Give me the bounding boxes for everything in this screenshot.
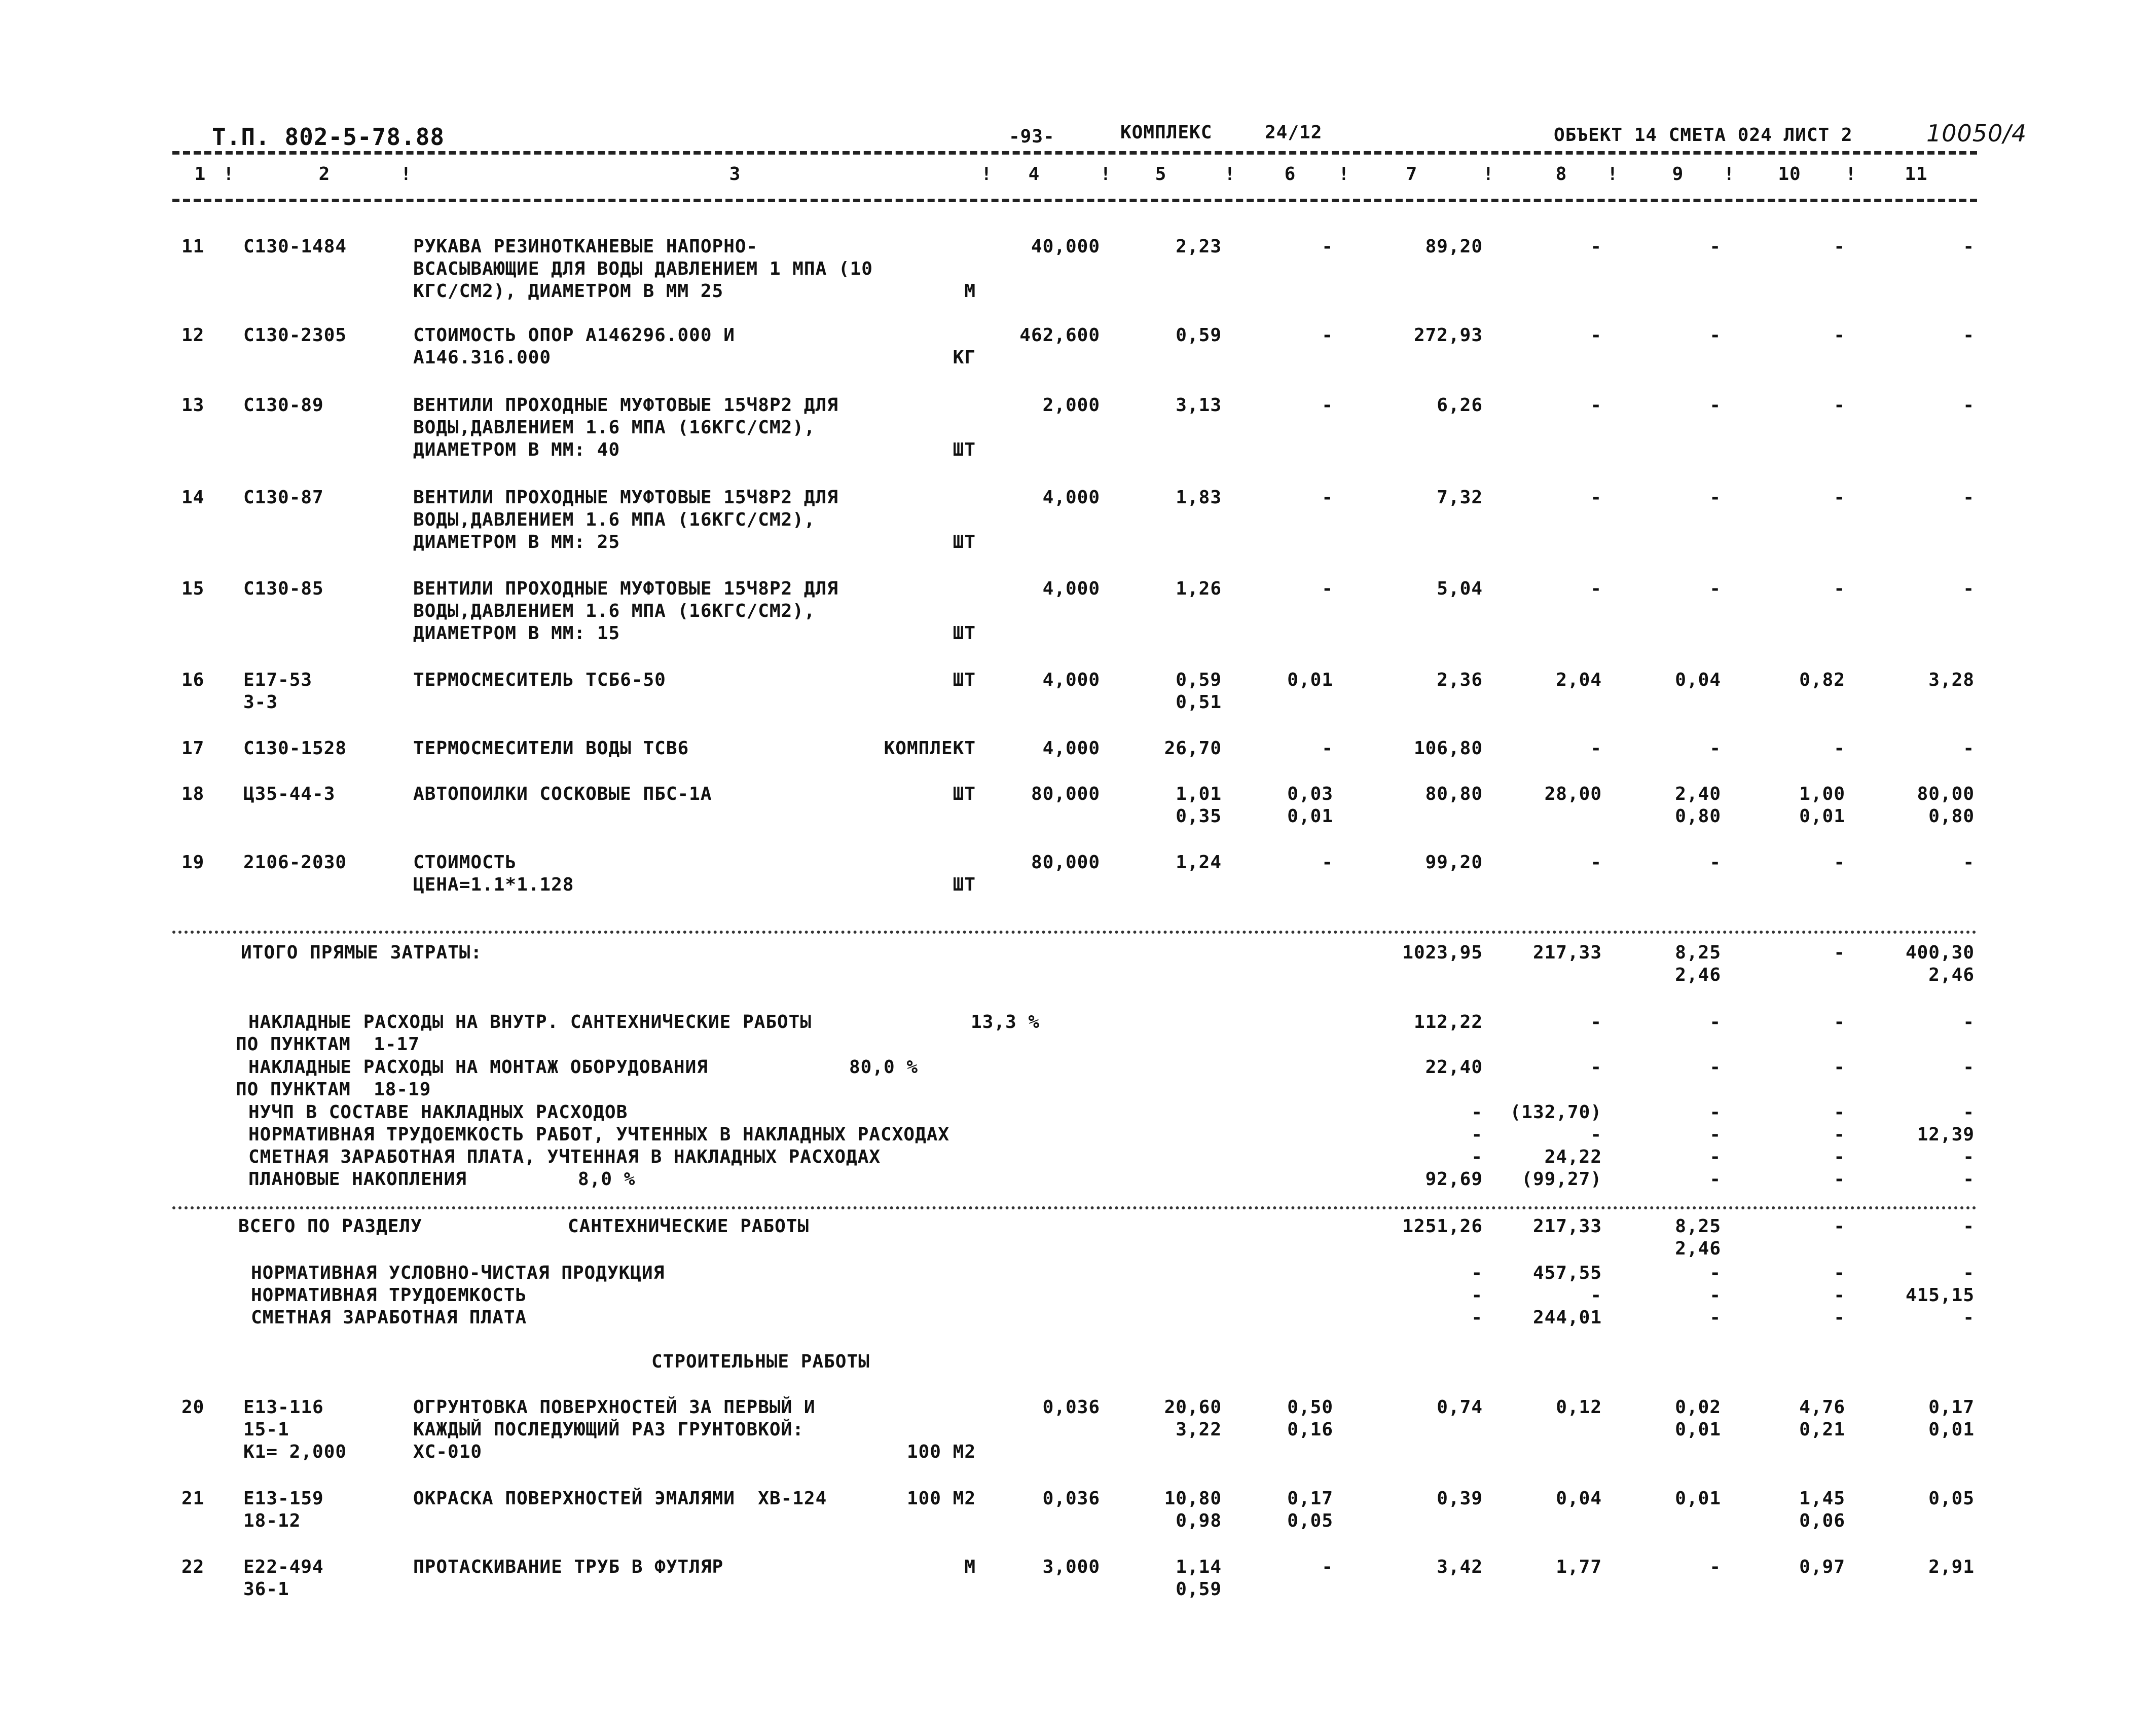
row-c5: 1,24 — [1176, 852, 1222, 873]
row-description: ДИАМЕТРОМ В ММ: 40 — [413, 439, 620, 460]
row-c5: 3,13 — [1176, 395, 1222, 416]
row-description: СТОИМОСТЬ ОПОР А146296.000 И — [413, 325, 735, 346]
row-quantity: 80,000 — [1031, 784, 1100, 804]
row-c6: - — [1322, 236, 1333, 257]
column-header-1: 1 — [194, 164, 206, 184]
stamp-number: 10050/4 — [1926, 120, 2027, 147]
nuch-label: НУЧП В СОСТАВЕ НАКЛАДНЫХ РАСХОДОВ — [248, 1102, 628, 1123]
row-c11: 0,17 — [1928, 1397, 1975, 1418]
row-c5: 20,60 — [1164, 1397, 1222, 1418]
row-c7: 99,20 — [1425, 852, 1483, 873]
overhead-plumbing-items: ПО ПУНКТАМ 1-17 — [236, 1034, 420, 1055]
row-c6: - — [1322, 852, 1333, 873]
total-c9: 8,25 — [1675, 942, 1721, 963]
row-c10: 0,21 — [1799, 1419, 1845, 1440]
row-c6: - — [1322, 738, 1333, 759]
direct-costs-label: ИТОГО ПРЯМЫЕ ЗАТРАТЫ: — [241, 942, 483, 963]
total-c8: - — [1590, 1057, 1602, 1078]
total-c7: 112,22 — [1413, 1012, 1483, 1032]
row-description: ВЕНТИЛИ ПРОХОДНЫЕ МУФТОВЫЕ 15Ч8Р2 ДЛЯ — [413, 578, 838, 599]
row-c10: - — [1834, 325, 1845, 346]
total-c10: - — [1834, 1285, 1845, 1306]
total-c9: - — [1709, 1147, 1721, 1167]
total-c8: 244,01 — [1532, 1307, 1602, 1328]
total-c7: 1023,95 — [1402, 942, 1483, 963]
row-c8: - — [1590, 852, 1602, 873]
row-code: 18-12 — [243, 1510, 301, 1531]
row-code: С130-1528 — [243, 738, 347, 759]
row-code: 3-3 — [243, 692, 278, 713]
row-c5: 0,59 — [1176, 325, 1222, 346]
row-c8: 2,04 — [1556, 670, 1602, 690]
overhead-equipment-items: ПО ПУНКТАМ 18-19 — [236, 1079, 431, 1100]
row-c9: - — [1709, 738, 1721, 759]
row-code: Е22-494 — [243, 1557, 324, 1577]
row-quantity: 2,000 — [1042, 395, 1100, 416]
row-description: ВЕНТИЛИ ПРОХОДНЫЕ МУФТОВЫЕ 15Ч8Р2 ДЛЯ — [413, 395, 838, 416]
row-c9: 0,04 — [1675, 670, 1721, 690]
total-c9: 8,25 — [1675, 1216, 1721, 1237]
row-unit: КОМПЛЕКТ — [884, 738, 976, 759]
row-c8: - — [1590, 738, 1602, 759]
header-rule-bottom — [172, 199, 1977, 202]
row-c8: 0,12 — [1556, 1397, 1602, 1418]
total-c10: - — [1834, 1216, 1845, 1237]
header-rule-top — [172, 151, 1977, 155]
row-number: 19 — [181, 852, 205, 873]
row-code: Е13-116 — [243, 1397, 324, 1418]
row-number: 13 — [181, 395, 205, 416]
column-header-11: 11 — [1905, 164, 1928, 184]
row-c8: 28,00 — [1544, 784, 1602, 804]
row-c7: 2,36 — [1437, 670, 1483, 690]
overhead-plumbing-percent: 13,3 % — [971, 1012, 1040, 1032]
row-unit: 100 М2 — [906, 1488, 976, 1509]
row-c7: 6,26 — [1437, 395, 1483, 416]
row-quantity: 462,600 — [1019, 325, 1100, 346]
total-c7: - — [1471, 1124, 1483, 1145]
total-c7: 92,69 — [1425, 1169, 1483, 1190]
complex-value: 24/12 — [1265, 122, 1323, 143]
total-c8: - — [1590, 1285, 1602, 1306]
total-c11: - — [1963, 1216, 1975, 1237]
complex-label: КОМПЛЕКС — [1120, 122, 1213, 143]
row-code: Ц35-44-3 — [243, 784, 336, 804]
row-c8: - — [1590, 487, 1602, 508]
net-production-label: НОРМАТИВНАЯ УСЛОВНО-ЧИСТАЯ ПРОДУКЦИЯ — [251, 1263, 665, 1283]
row-quantity: 4,000 — [1042, 487, 1100, 508]
row-c5: 1,83 — [1176, 487, 1222, 508]
total-c8: - — [1590, 1012, 1602, 1032]
total-c10: - — [1834, 1057, 1845, 1078]
row-code: С130-89 — [243, 395, 324, 416]
row-unit: ШТ — [953, 670, 976, 690]
row-c5: 10,80 — [1164, 1488, 1222, 1509]
row-description: ВОДЫ,ДАВЛЕНИЕМ 1.6 МПА (16КГС/СМ2), — [413, 601, 816, 621]
row-c5: 0,51 — [1176, 692, 1222, 713]
row-quantity: 4,000 — [1042, 738, 1100, 759]
row-c10: - — [1834, 395, 1845, 416]
row-c6: 0,17 — [1287, 1488, 1333, 1509]
row-c6: - — [1322, 1557, 1333, 1577]
total-c11: - — [1963, 1147, 1975, 1167]
row-c10: 0,06 — [1799, 1510, 1845, 1531]
row-c6: 0,03 — [1287, 784, 1333, 804]
total-c10: - — [1834, 1263, 1845, 1283]
column-header-8: 8 — [1555, 164, 1567, 184]
row-c11: - — [1963, 325, 1975, 346]
row-c8: - — [1590, 578, 1602, 599]
row-description: КАЖДЫЙ ПОСЛЕДУЮЩИЙ РАЗ ГРУНТОВКОЙ: — [413, 1419, 804, 1440]
row-code: Е17-53 — [243, 670, 313, 690]
row-c10: 1,45 — [1799, 1488, 1845, 1509]
row-c8: - — [1590, 325, 1602, 346]
row-description: КГС/СМ2), ДИАМЕТРОМ В ММ 25 — [413, 281, 724, 302]
column-separator: ! — [1607, 164, 1619, 184]
row-code: 2106-2030 — [243, 852, 347, 873]
row-c5: 0,59 — [1176, 1579, 1222, 1600]
row-c7: 3,42 — [1437, 1557, 1483, 1577]
row-c9: - — [1709, 325, 1721, 346]
row-description: ХС-010 — [413, 1442, 483, 1462]
row-c6: - — [1322, 578, 1333, 599]
row-code: С130-2305 — [243, 325, 347, 346]
total-c11: 415,15 — [1905, 1285, 1975, 1306]
row-c9: 0,01 — [1675, 1488, 1721, 1509]
row-c10: - — [1834, 852, 1845, 873]
row-c7: 5,04 — [1437, 578, 1483, 599]
column-separator: ! — [1100, 164, 1112, 184]
row-quantity: 0,036 — [1042, 1488, 1100, 1509]
column-separator: ! — [1845, 164, 1857, 184]
wage-in-overhead-label: СМЕТНАЯ ЗАРАБОТНАЯ ПЛАТА, УЧТЕННАЯ В НАКЛАДНЫХ РАСХОДАХ — [248, 1147, 881, 1167]
total-c10: - — [1834, 1147, 1845, 1167]
row-c7: 7,32 — [1437, 487, 1483, 508]
row-c6: - — [1322, 325, 1333, 346]
overhead-equipment-label: НАКЛАДНЫЕ РАСХОДЫ НА МОНТАЖ ОБОРУДОВАНИЯ — [248, 1057, 708, 1078]
row-c9: - — [1709, 395, 1721, 416]
row-description: СТОИМОСТЬ — [413, 852, 517, 873]
total-c9: - — [1709, 1285, 1721, 1306]
total-c11: 400,30 — [1905, 942, 1975, 963]
row-c11: 2,91 — [1928, 1557, 1975, 1577]
normative-labor-label: НОРМАТИВНАЯ ТРУДОЕМКОСТЬ — [251, 1285, 527, 1306]
row-c6: 0,05 — [1287, 1510, 1333, 1531]
row-c5: 0,59 — [1176, 670, 1222, 690]
column-header-4: 4 — [1028, 164, 1040, 184]
row-c9: - — [1709, 852, 1721, 873]
row-quantity: 80,000 — [1031, 852, 1100, 873]
column-separator: ! — [1224, 164, 1236, 184]
total-c11: - — [1963, 1307, 1975, 1328]
row-number: 11 — [181, 236, 205, 257]
row-c6: 0,01 — [1287, 806, 1333, 827]
row-number: 17 — [181, 738, 205, 759]
total-c9: 2,46 — [1675, 1238, 1721, 1259]
total-c8: 217,33 — [1532, 942, 1602, 963]
row-c11: - — [1963, 236, 1975, 257]
row-c10: 0,82 — [1799, 670, 1845, 690]
row-description: ВОДЫ,ДАВЛЕНИЕМ 1.6 МПА (16КГС/СМ2), — [413, 417, 816, 438]
section-total-name: САНТЕХНИЧЕСКИЕ РАБОТЫ — [568, 1216, 810, 1237]
total-c8: - — [1590, 1124, 1602, 1145]
total-c9: - — [1709, 1169, 1721, 1190]
section-rule — [172, 1206, 1977, 1209]
labor-in-overhead-label: НОРМАТИВНАЯ ТРУДОЕМКОСТЬ РАБОТ, УЧТЕННЫХ В НАКЛАДНЫХ РАСХОДАХ — [248, 1124, 950, 1145]
total-c11: - — [1963, 1012, 1975, 1032]
total-c10: - — [1834, 1102, 1845, 1123]
total-c11: - — [1963, 1102, 1975, 1123]
row-number: 15 — [181, 578, 205, 599]
row-unit: ШТ — [953, 532, 976, 552]
row-number: 12 — [181, 325, 205, 346]
page-number: -93- — [1009, 126, 1055, 147]
row-c5: 1,26 — [1176, 578, 1222, 599]
totals-rule — [172, 931, 1977, 934]
row-c8: 0,04 — [1556, 1488, 1602, 1509]
total-c7: 22,40 — [1425, 1057, 1483, 1078]
row-number: 22 — [181, 1557, 205, 1577]
row-description: АВТОПОИЛКИ СОСКОВЫЕ ПБС-1А — [413, 784, 712, 804]
row-c7: 89,20 — [1425, 236, 1483, 257]
object-info: ОБЪЕКТ 14 СМЕТА 024 ЛИСТ 2 — [1554, 125, 1853, 145]
row-c8: 1,77 — [1556, 1557, 1602, 1577]
row-number: 18 — [181, 784, 205, 804]
row-code: К1= 2,000 — [243, 1442, 347, 1462]
row-c11: - — [1963, 738, 1975, 759]
row-c10: - — [1834, 236, 1845, 257]
row-description: А146.316.000 — [413, 347, 552, 368]
row-c9: 0,01 — [1675, 1419, 1721, 1440]
row-c9: 0,80 — [1675, 806, 1721, 827]
column-separator: ! — [223, 164, 235, 184]
row-quantity: 0,036 — [1042, 1397, 1100, 1418]
total-c7: - — [1471, 1263, 1483, 1283]
row-c6: 0,50 — [1287, 1397, 1333, 1418]
column-header-2: 2 — [318, 164, 331, 184]
row-c5: 1,01 — [1176, 784, 1222, 804]
row-c7: 272,93 — [1413, 325, 1483, 346]
row-unit: ШТ — [953, 874, 976, 895]
row-c7: 106,80 — [1413, 738, 1483, 759]
row-description: РУКАВА РЕЗИНОТКАНЕВЫЕ НАПОРНО- — [413, 236, 758, 257]
row-unit: М — [964, 1557, 976, 1577]
column-header-6: 6 — [1284, 164, 1296, 184]
row-c10: - — [1834, 738, 1845, 759]
total-c8: 457,55 — [1532, 1263, 1602, 1283]
row-c11: 0,01 — [1928, 1419, 1975, 1440]
row-c11: 0,05 — [1928, 1488, 1975, 1509]
total-c8: (99,27) — [1521, 1169, 1602, 1190]
total-c10: - — [1834, 942, 1845, 963]
row-quantity: 40,000 — [1031, 236, 1100, 257]
column-separator: ! — [400, 164, 412, 184]
total-c9: - — [1709, 1012, 1721, 1032]
row-unit: КГ — [953, 347, 976, 368]
total-c10: - — [1834, 1169, 1845, 1190]
project-code: Т.П. 802-5-78.88 — [212, 123, 445, 151]
row-code: 36-1 — [243, 1579, 289, 1600]
row-c9: - — [1709, 487, 1721, 508]
row-unit: ШТ — [953, 784, 976, 804]
row-number: 16 — [181, 670, 205, 690]
total-c10: - — [1834, 1307, 1845, 1328]
column-header-3: 3 — [729, 164, 741, 184]
row-c11: - — [1963, 852, 1975, 873]
row-number: 20 — [181, 1397, 205, 1418]
row-c6: - — [1322, 395, 1333, 416]
row-c10: 4,76 — [1799, 1397, 1845, 1418]
row-description: ВОДЫ,ДАВЛЕНИЕМ 1.6 МПА (16КГС/СМ2), — [413, 509, 816, 530]
row-c11: - — [1963, 395, 1975, 416]
row-description: ЦЕНА=1.1*1.128 — [413, 874, 574, 895]
row-code: Е13-159 — [243, 1488, 324, 1509]
row-c8: - — [1590, 395, 1602, 416]
row-c9: - — [1709, 578, 1721, 599]
total-c11: 12,39 — [1917, 1124, 1975, 1145]
column-header-5: 5 — [1155, 164, 1167, 184]
total-c11: - — [1963, 1263, 1975, 1283]
planned-savings-percent: 8,0 % — [578, 1169, 636, 1190]
row-description: ТЕРМОСМЕСИТЕЛИ ВОДЫ ТСВ6 — [413, 738, 689, 759]
row-c9: - — [1709, 1557, 1721, 1577]
total-c9: - — [1709, 1263, 1721, 1283]
row-c11: 0,80 — [1928, 806, 1975, 827]
total-c10: - — [1834, 1124, 1845, 1145]
row-code: С130-1484 — [243, 236, 347, 257]
row-c6: - — [1322, 487, 1333, 508]
row-c5: 1,14 — [1176, 1557, 1222, 1577]
total-c11: - — [1963, 1169, 1975, 1190]
row-c10: - — [1834, 487, 1845, 508]
total-c7: 1251,26 — [1402, 1216, 1483, 1237]
total-c9: - — [1709, 1307, 1721, 1328]
row-c5: 0,98 — [1176, 1510, 1222, 1531]
row-unit: ШТ — [953, 439, 976, 460]
row-description: ПРОТАСКИВАНИЕ ТРУБ В ФУТЛЯР — [413, 1557, 724, 1577]
row-c11: - — [1963, 578, 1975, 599]
row-c6: 0,01 — [1287, 670, 1333, 690]
total-c9: - — [1709, 1102, 1721, 1123]
column-header-9: 9 — [1672, 164, 1684, 184]
row-unit: ШТ — [953, 623, 976, 644]
row-description: ДИАМЕТРОМ В ММ: 15 — [413, 623, 620, 644]
section-title-construction: СТРОИТЕЛЬНЫЕ РАБОТЫ — [651, 1351, 870, 1372]
total-c9: - — [1709, 1124, 1721, 1145]
row-c7: 80,80 — [1425, 784, 1483, 804]
row-c11: 80,00 — [1917, 784, 1975, 804]
row-description: ТЕРМОСМЕСИТЕЛЬ ТСБ6-50 — [413, 670, 666, 690]
estimated-wage-label: СМЕТНАЯ ЗАРАБОТНАЯ ПЛАТА — [251, 1307, 527, 1328]
total-c8: 217,33 — [1532, 1216, 1602, 1237]
row-c11: 3,28 — [1928, 670, 1975, 690]
column-separator: ! — [1724, 164, 1735, 184]
row-c10: 1,00 — [1799, 784, 1845, 804]
column-header-7: 7 — [1406, 164, 1418, 184]
row-description: ОКРАСКА ПОВЕРХНОСТЕЙ ЭМАЛЯМИ ХВ-124 — [413, 1488, 827, 1509]
row-c10: 0,97 — [1799, 1557, 1845, 1577]
section-total-label: ВСЕГО ПО РАЗДЕЛУ — [238, 1216, 422, 1237]
row-c7: 0,74 — [1437, 1397, 1483, 1418]
row-quantity: 4,000 — [1042, 578, 1100, 599]
row-code: С130-85 — [243, 578, 324, 599]
row-c9: - — [1709, 236, 1721, 257]
total-c7: - — [1471, 1285, 1483, 1306]
column-separator: ! — [1338, 164, 1350, 184]
row-description: ВСАСЫВАЮЩИЕ ДЛЯ ВОДЫ ДАВЛЕНИЕМ 1 МПА (10 — [413, 258, 873, 279]
planned-savings-label: ПЛАНОВЫЕ НАКОПЛЕНИЯ — [248, 1169, 467, 1190]
overhead-equipment-percent: 80,0 % — [849, 1057, 919, 1078]
row-c5: 26,70 — [1164, 738, 1222, 759]
row-description: ВЕНТИЛИ ПРОХОДНЫЕ МУФТОВЫЕ 15Ч8Р2 ДЛЯ — [413, 487, 838, 508]
row-code: 15-1 — [243, 1419, 289, 1440]
row-number: 21 — [181, 1488, 205, 1509]
row-unit: 100 М2 — [906, 1442, 976, 1462]
total-c10: - — [1834, 1012, 1845, 1032]
row-c9: 2,40 — [1675, 784, 1721, 804]
row-quantity: 4,000 — [1042, 670, 1100, 690]
column-separator: ! — [1483, 164, 1494, 184]
row-unit: М — [964, 281, 976, 302]
total-c11: - — [1963, 1057, 1975, 1078]
total-c7: - — [1471, 1102, 1483, 1123]
total-c8: 24,22 — [1544, 1147, 1602, 1167]
row-c8: - — [1590, 236, 1602, 257]
row-c5: 2,23 — [1176, 236, 1222, 257]
row-number: 14 — [181, 487, 205, 508]
column-header-10: 10 — [1778, 164, 1801, 184]
row-quantity: 3,000 — [1042, 1557, 1100, 1577]
total-c7: - — [1471, 1147, 1483, 1167]
total-c9: 2,46 — [1675, 965, 1721, 985]
row-c5: 0,35 — [1176, 806, 1222, 827]
total-c11: 2,46 — [1928, 965, 1975, 985]
column-separator: ! — [981, 164, 993, 184]
row-c11: - — [1963, 487, 1975, 508]
total-c7: - — [1471, 1307, 1483, 1328]
row-code: С130-87 — [243, 487, 324, 508]
total-c8: (132,70) — [1510, 1102, 1602, 1123]
row-description: ДИАМЕТРОМ В ММ: 25 — [413, 532, 620, 552]
row-c10: 0,01 — [1799, 806, 1845, 827]
row-c6: 0,16 — [1287, 1419, 1333, 1440]
row-c9: 0,02 — [1675, 1397, 1721, 1418]
row-c10: - — [1834, 578, 1845, 599]
total-c9: - — [1709, 1057, 1721, 1078]
row-description: ОГРУНТОВКА ПОВЕРХНОСТЕЙ ЗА ПЕРВЫЙ И — [413, 1397, 816, 1418]
row-c7: 0,39 — [1437, 1488, 1483, 1509]
row-c5: 3,22 — [1176, 1419, 1222, 1440]
overhead-plumbing-label: НАКЛАДНЫЕ РАСХОДЫ НА ВНУТР. САНТЕХНИЧЕСКИЕ РАБОТЫ — [248, 1012, 812, 1032]
